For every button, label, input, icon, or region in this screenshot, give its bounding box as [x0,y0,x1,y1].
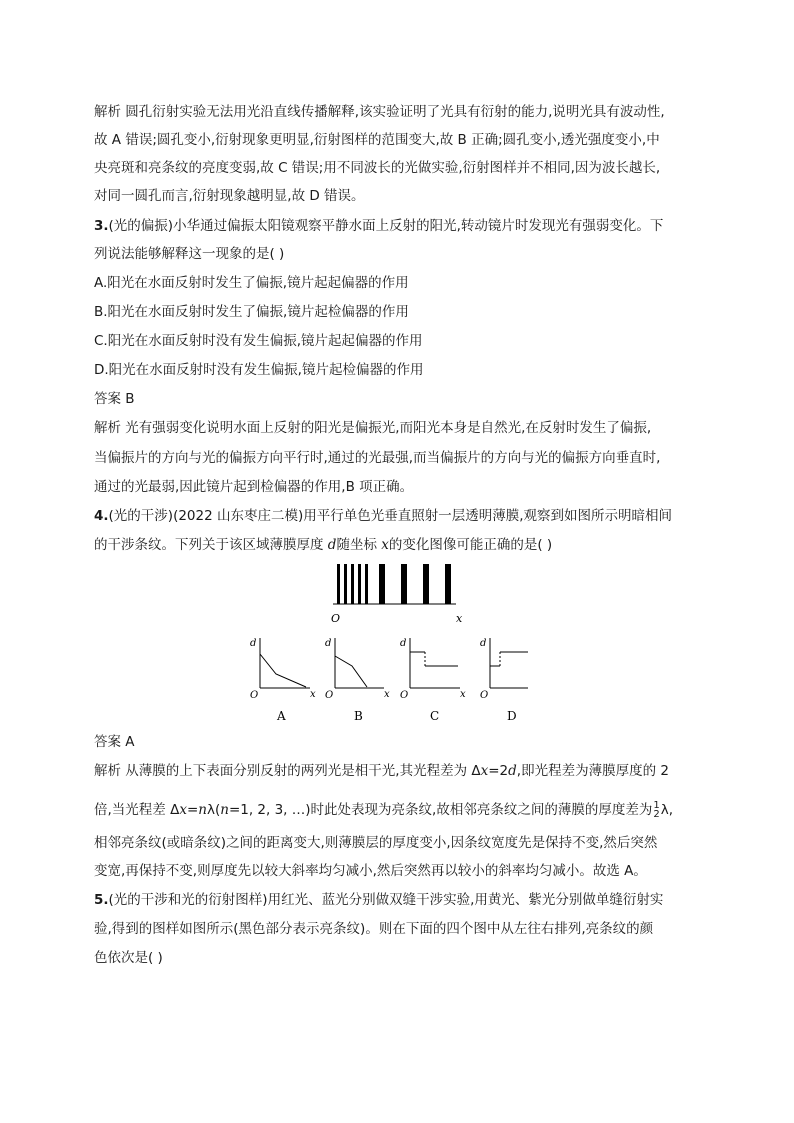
graph-b-origin: O [325,690,334,701]
var-x: x [381,537,389,553]
text: 的变化图像可能正确的是( ) [388,537,553,553]
question-4-stem-cont [94,536,552,554]
text: ,即光程差为薄膜厚度的 2 [516,763,669,779]
text: =2 [488,763,509,779]
text: 解析 从薄膜的上下表面分别反射的两列光是相干光,其光程差为 Δ [94,763,481,779]
fringe-stripe [344,564,347,604]
text: λ, [660,802,673,818]
explanation-4-line [94,762,669,780]
answer-4: 答案 A [94,734,135,750]
explanation-line: 对同一圆孔而言,衍射现象越明显,故 D 错误。 [94,188,365,204]
question-number: 3. [94,218,109,234]
graph-c-y-label: d [400,638,407,649]
question-5-stem-cont: 色依次是( ) [94,950,163,966]
explanation-line: 央亮斑和亮条纹的亮度变弱,故 C 错误;用不同波长的光做实验,衍射图样并不相同,因为波长越长, [94,160,661,176]
fringe-axis-label: x [456,612,463,625]
var-x: x [179,802,187,818]
graph-a-x-label: x [310,689,316,700]
graph-d-origin: O [480,690,489,701]
var-x: x [480,763,489,779]
text: = [186,802,199,818]
explanation-3-line: 解析 光有强弱变化说明水面上反射的阳光是偏振光,而阳光本身是自然光,在反射时发生了偏振, [94,420,652,436]
question-5-stem [94,891,663,909]
question-5-stem-cont: 验,得到的图样如图所示(黑色部分表示亮条纹)。则在下面的四个图中从左往右排列,亮条纹的颜 [94,921,654,937]
var-n: n [220,802,229,818]
graph-b-x-label: x [384,689,390,700]
var-n: n [198,802,207,818]
text: 随坐标 [336,537,382,553]
graph-b-label: B [354,709,363,723]
interference-figure [230,560,530,730]
graph-d-y-label: d [480,638,487,649]
denominator: 2 [653,809,660,820]
text: λ( [206,802,221,818]
question-text: (光的干涉和光的衍射图样)用红光、蓝光分别做双缝干涉实验,用黄光、紫光分别做单缝衍射实 [108,892,664,908]
explanation-line: 故 A 错误;圆孔变小,衍射现象更明显,衍射图样的范围变大,故 B 正确;圆孔变小,透光强度变小,中 [94,132,660,148]
fringe-stripe [365,564,368,604]
graph-c-x-label: x [460,689,466,700]
fringe-stripe [423,564,429,604]
graph-c-label: C [430,709,440,723]
numerator: 1 [653,800,660,811]
graph-d-label: D [507,709,517,723]
question-3-stem-cont: 列说法能够解释这一现象的是( ) [94,246,285,262]
question-4-stem [94,507,672,525]
graph-d [490,638,528,688]
fringe-pattern [337,564,451,604]
curve [260,654,306,687]
explanation-4-line: 变宽,再保持不变,则厚度先以较大斜率均匀减小,然后突然再以较小的斜率均匀减小。故选 A。 [94,863,647,879]
fringe-stripe [351,564,354,604]
curve [335,656,367,687]
option-c: C.阳光在水面反射时没有发生偏振,镜片起起偏器的作用 [94,333,423,349]
option-b: B.阳光在水面反射时发生了偏振,镜片起检偏器的作用 [94,304,409,320]
question-3-stem [94,217,663,235]
explanation-3-line: 通过的光最弱,因此镜片起到检偏器的作用,B 项正确。 [94,479,414,495]
graph-c-origin: O [400,690,409,701]
fraction-half [653,801,659,819]
fringe-stripe [379,564,385,604]
explanation-line: 解析 圆孔衍射实验无法用光沿直线传播解释,该实验证明了光具有衍射的能力,说明光具有波动性, [94,104,665,120]
option-a: A.阳光在水面反射时发生了偏振,镜片起起偏器的作用 [94,275,409,291]
graph-a-y-label: d [250,638,257,649]
option-d: D.阳光在水面反射时没有发生偏振,镜片起检偏器的作用 [94,362,424,378]
var-d: d [508,763,517,779]
explanation-4-line: 相邻亮条纹(或暗条纹)之间的距离变大,则薄膜层的厚度变小,因条纹宽度先是保持不变,然后突然 [94,835,658,851]
question-number: 5. [94,892,109,908]
explanation-4-line [94,801,673,819]
question-number: 4. [94,508,109,524]
graph-c [410,638,460,688]
text: 倍,当光程差 Δ [94,802,180,818]
explanation-3-line: 当偏振片的方向与光的偏振方向平行时,通过的光最强,而当偏振片的方向与光的偏振方向垂直时, [94,450,661,466]
question-text: (光的干涉)(2022 山东枣庄二模)用平行单色光垂直照射一层透明薄膜,观察到如图所示明暗相间 [108,508,673,524]
graph-a-label: A [277,709,286,723]
fringe-stripe [445,564,451,604]
graph-b-y-label: d [325,638,332,649]
fringe-stripe [358,564,361,604]
fringe-stripe [337,564,340,604]
text: 的干涉条纹。下列关于该区域薄膜厚度 [94,537,328,553]
graph-a [260,638,310,688]
text: =1, 2, 3, …)时此处表现为亮条纹,故相邻亮条纹之间的薄膜的厚度差为 [228,802,653,818]
question-text: (光的偏振)小华通过偏振太阳镜观察平静水面上反射的阳光,转动镜片时发现光有强弱变化。下 [108,218,664,234]
answer-3: 答案 B [94,391,135,407]
fringe-stripe [401,564,407,604]
fringe-origin-label: O [331,612,341,625]
graph-b [335,638,384,688]
graph-a-origin: O [250,690,259,701]
var-d: d [327,537,337,553]
